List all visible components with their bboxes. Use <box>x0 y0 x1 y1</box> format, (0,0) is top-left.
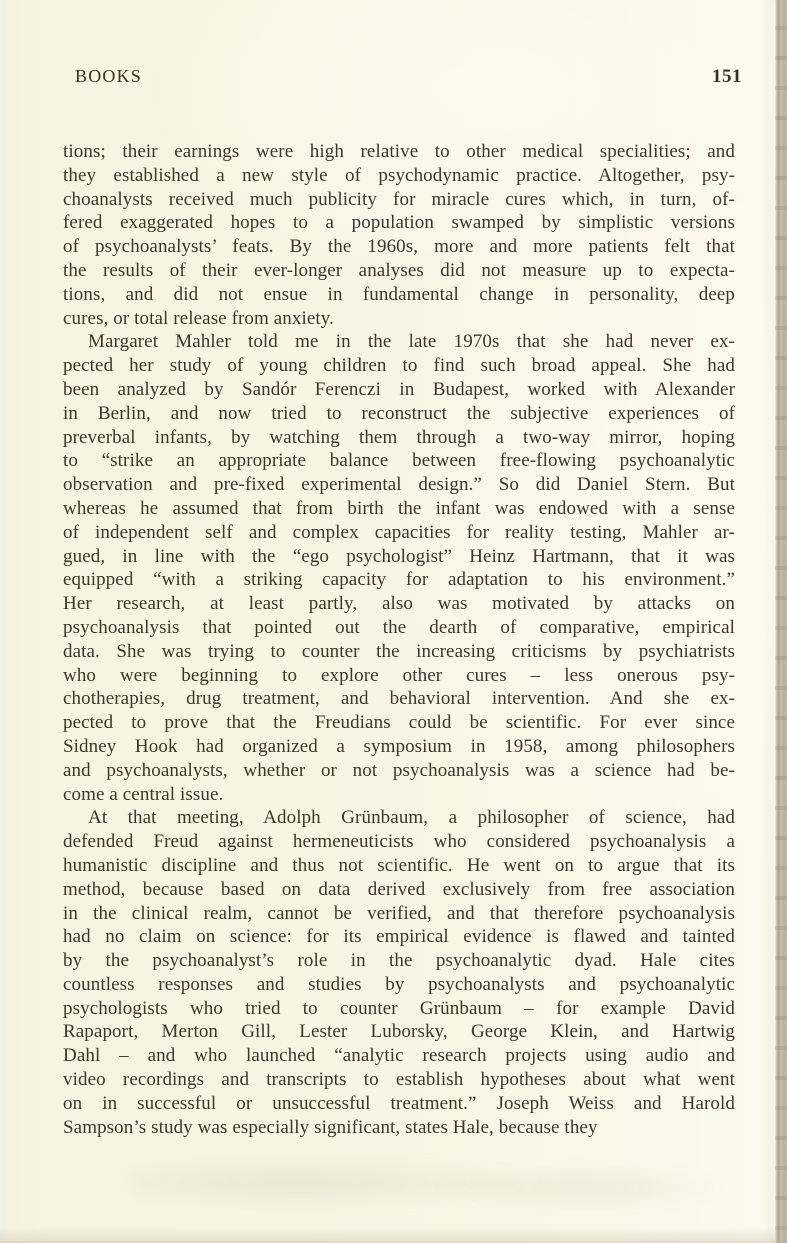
running-head-title: BOOKS <box>75 66 143 86</box>
show-through-smudge <box>430 1165 730 1210</box>
text-line: Sidney Hook had organized a symposium in 1958, among philosophers <box>63 735 735 757</box>
paragraph-2 <box>63 330 735 806</box>
text-line: who were beginning to explore other cures – less onerous psy- <box>63 664 735 686</box>
text-line: of independent self and complex capacities for reality testing, Mahler ar- <box>63 521 735 543</box>
text-line: pected her study of young children to find such broad appeal. She had <box>63 355 735 377</box>
text-line: psychologists who tried to counter Grünbaum – for example David <box>63 997 735 1019</box>
text-line: and psychoanalysts, whether or not psychoanalysis was a science had be- <box>63 759 735 781</box>
text-line: chotherapies, drug treatment, and behavioral intervention. And she ex- <box>63 688 735 710</box>
text-line: At that meeting, Adolph Grünbaum, a philosopher of science, had <box>88 807 735 829</box>
paragraph-1 <box>63 140 735 330</box>
text-line: Rapaport, Merton Gill, Lester Luborsky, George Klein, and Hartwig <box>63 1021 735 1043</box>
text-line: they established a new style of psychodynamic practice. Altogether, psy- <box>63 164 735 186</box>
text-line: tions; their earnings were high relative to other medical specialities; and <box>63 141 735 162</box>
running-head <box>75 66 742 88</box>
page-edge-shadow <box>775 0 787 1243</box>
text-line: Sampson’s study was especially significant, states Hale, because they <box>63 1116 598 1138</box>
text-line: choanalysts received much publicity for miracle cures which, in turn, of- <box>63 188 735 210</box>
text-line: defended Freud against hermeneuticists who considered psychoanalysis a <box>63 831 735 853</box>
scan-left-edge <box>0 0 8 1243</box>
text-line: humanistic discipline and thus not scientific. He went on to argue that its <box>63 854 735 876</box>
page-number: 151 <box>712 66 742 87</box>
text-line: data. She was trying to counter the increasing criticisms by psychiatrists <box>63 640 735 662</box>
text-line: in Berlin, and now tried to reconstruct the subjective experiences of <box>63 402 735 424</box>
text-line: had no claim on science: for its empirical evidence is flawed and tainted <box>63 926 735 948</box>
text-line: Her research, at least partly, also was motivated by attacks on <box>63 593 735 615</box>
text-line: been analyzed by Sandór Ferenczi in Budapest, worked with Alexander <box>63 378 735 400</box>
show-through-smudge <box>130 1155 550 1210</box>
text-line: preverbal infants, by watching them through a two-way mirror, hoping <box>63 426 735 448</box>
text-line: fered exaggerated hopes to a population swamped by simplistic versions <box>63 212 735 234</box>
text-line: gued, in line with the “ego psychologist” Heinz Hartmann, that it was <box>63 545 735 567</box>
text-line: whereas he assumed that from birth the infant was endowed with a sense <box>63 497 735 519</box>
text-line: Dahl – and who launched “analytic research projects using audio and <box>63 1045 735 1067</box>
text-line: of psychoanalysts’ feats. By the 1960s, more and more patients felt that <box>63 236 735 258</box>
text-line: come a central issue. <box>63 783 224 805</box>
text-line: video recordings and transcripts to establish hypotheses about what went <box>63 1069 735 1091</box>
text-line: to “strike an appropriate balance between free-flowing psychoanalytic <box>63 450 735 472</box>
text-line: countless responses and studies by psychoanalysts and psychoanalytic <box>63 973 735 995</box>
text-line: on in successful or unsuccessful treatment.” Joseph Weiss and Harold <box>63 1092 735 1114</box>
text-line: observation and pre-fixed experimental design.” So did Daniel Stern. But <box>63 474 735 496</box>
text-line: the results of their ever-longer analyses did not measure up to expecta- <box>63 259 735 281</box>
text-line: tions, and did not ensue in fundamental change in personality, deep <box>63 283 735 305</box>
body-text <box>63 140 735 1139</box>
text-line: by the psychoanalyst’s role in the psychoanalytic dyad. Hale cites <box>63 950 735 972</box>
text-line: in the clinical realm, cannot be verified, and that therefore psychoanalysis <box>63 902 735 924</box>
text-line: method, because based on data derived exclusively from free association <box>63 878 735 900</box>
text-line: Margaret Mahler told me in the late 1970s that she had never ex- <box>88 331 735 353</box>
paragraph-3 <box>63 806 735 1139</box>
text-line: psychoanalysis that pointed out the dearth of comparative, empirical <box>63 616 735 638</box>
text-line: cures, or total release from anxiety. <box>63 307 334 329</box>
text-line: pected to prove that the Freudians could be scientific. For ever since <box>63 712 735 734</box>
text-line: equipped “with a striking capacity for adaptation to his environment.” <box>63 569 735 591</box>
